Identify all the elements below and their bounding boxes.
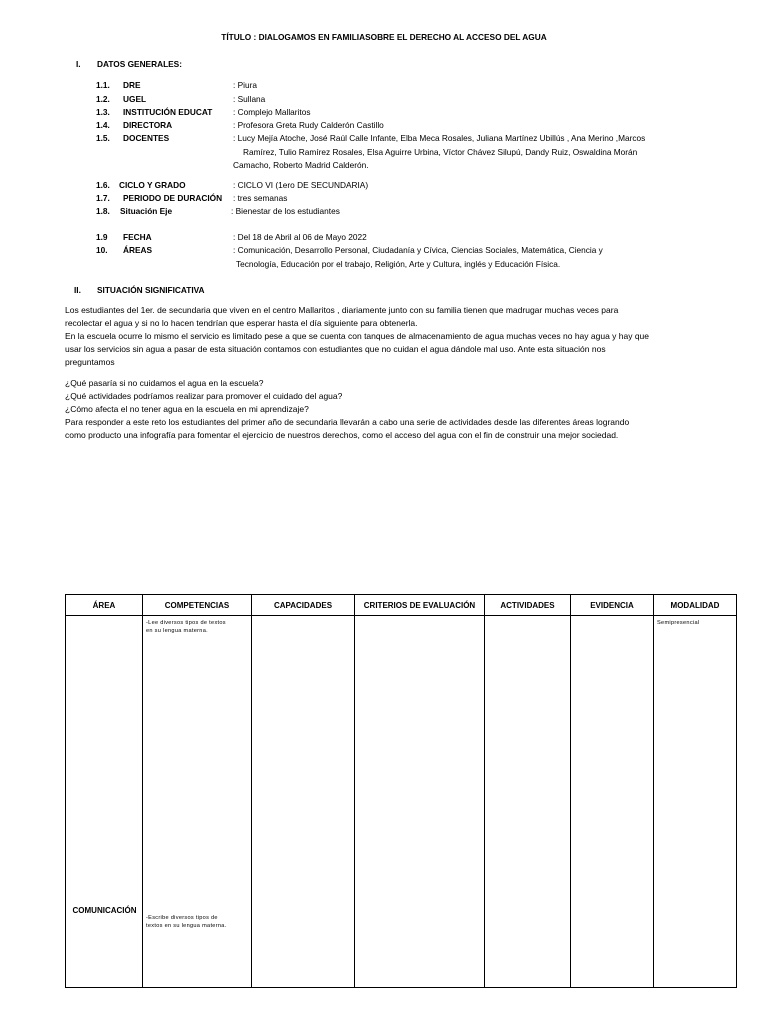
row-value: : CICLO VI (1ero DE SECUNDARIA)	[233, 180, 369, 190]
paragraph-line: Los estudiantes del 1er. de secundaria que viven en el centro Mallaritos , diariamente junto con su familia tienen que madrugar muchas veces para	[65, 305, 619, 315]
row-label: ÁREAS	[123, 245, 153, 255]
competencia-line: textos en su lengua materna.	[146, 923, 227, 929]
row-number: 1.3.	[96, 107, 110, 117]
row-number: 1.1.	[96, 80, 110, 90]
row-value-line: Tecnología, Educación por el trabajo, Religión, Arte y Cultura, inglés y Educación Física.	[236, 259, 561, 269]
section-1-number: I.	[76, 59, 81, 69]
cell-modalidad	[654, 616, 737, 988]
row-number: 1.5.	[96, 133, 110, 143]
competencia-1	[143, 616, 251, 635]
general-data-list	[0, 79, 768, 279]
question-line: ¿Cómo afecta el no tener agua en la escuela en mi aprendizaje?	[65, 404, 309, 414]
row-number: 1.9	[96, 232, 108, 242]
paragraph-line: preguntamos	[65, 357, 115, 367]
modalidad-value: Semipresencial	[657, 620, 700, 626]
planning-table	[65, 594, 737, 988]
competencia-2	[143, 911, 230, 930]
row-number: 1.7.	[96, 193, 110, 203]
section-2-number: II.	[74, 285, 81, 295]
row-value-line: Camacho, Roberto Madrid Calderón.	[233, 160, 369, 170]
row-number: 10.	[96, 245, 108, 255]
row-value: : Bienestar de los estudiantes	[231, 206, 340, 216]
table-row	[66, 616, 737, 988]
row-label: FECHA	[123, 232, 152, 242]
row-number: 1.8.	[96, 206, 110, 216]
table-header-row	[66, 595, 737, 616]
row-value: : Del 18 de Abril al 06 de Mayo 2022	[233, 232, 367, 242]
paragraph-line: usar los servicios sin agua a pasar de esta situación contamos con estudiantes que no cuidan el agua dándole mal uso. Ante esta situación nos	[65, 344, 606, 354]
header-actividades: ACTIVIDADES	[485, 595, 571, 616]
paragraph-line: recolectar el agua y si no lo hacen tendrían que esperar hasta el día siguiente para obtenerla.	[65, 318, 418, 328]
cell-criterios	[355, 616, 485, 988]
cell-actividades	[485, 616, 571, 988]
paragraph-line: Para responder a este reto los estudiantes del primer año de secundaria llevarán a cabo una serie de actividades desde las diferentes áreas logrando	[65, 417, 630, 427]
row-label: INSTITUCIÓN EDUCAT	[123, 107, 213, 117]
row-label: UGEL	[123, 94, 147, 104]
header-capacidades: CAPACIDADES	[252, 595, 355, 616]
cell-evidencia	[571, 616, 654, 988]
row-value: : Sullana	[233, 94, 266, 104]
row-number: 1.4.	[96, 120, 110, 130]
header-modalidad: MODALIDAD	[654, 595, 737, 616]
row-value-line: Ramírez, Tulio Ramírez Rosales, Elsa Aguirre Urbina, Víctor Chávez Silupú, Dandy Ruiz, Oswaldina Morán	[243, 147, 638, 157]
situation-paragraph	[65, 304, 705, 369]
row-label: PERIODO DE DURACIÓN	[123, 193, 223, 203]
row-label: DIRECTORA	[123, 120, 173, 130]
cell-capacidades	[252, 616, 355, 988]
row-value-line: : Comunicación, Desarrollo Personal, Ciudadanía y Cívica, Ciencias Sociales, Matemática, Ciencia y	[233, 245, 603, 255]
cell-area	[66, 616, 143, 988]
header-area: ÁREA	[66, 595, 143, 616]
row-value-line: : Lucy Mejía Atoche, José Raúl Calle Infante, Elba Meca Rosales, Juliana Martínez Ubillús , Ana Merino ,Marcos	[233, 133, 646, 143]
row-number: 1.2.	[96, 94, 110, 104]
row-label: Situación Eje	[120, 206, 173, 216]
section-1-heading: DATOS GENERALES:	[97, 59, 182, 69]
paragraph-line: como producto una infografía para fomentar el ejercicio de nuestros derechos, como el acceso del agua con el fin de construir una mejor sociedad.	[65, 430, 619, 440]
area-label: COMUNICACIÓN	[72, 906, 137, 915]
document-title: TÍTULO : DIALOGAMOS EN FAMILIASOBRE EL DERECHO AL ACCESO DEL AGUA	[221, 32, 547, 42]
cell-competencias	[143, 616, 252, 988]
row-value: : Complejo Mallaritos	[233, 107, 311, 117]
question-line: ¿Qué actividades podríamos realizar para promover el cuidado del agua?	[65, 391, 343, 401]
competencia-line: en su lengua materna.	[146, 628, 208, 634]
section-2-heading: SITUACIÓN SIGNIFICATIVA	[97, 285, 205, 295]
row-value: : Piura	[233, 80, 257, 90]
paragraph-line: En la escuela ocurre lo mismo el servicio es limitado pese a que se cuenta con tanques de almacenamiento de agua muchas veces no hay agua y hay que	[65, 331, 650, 341]
row-value: : tres semanas	[233, 193, 288, 203]
question-line: ¿Qué pasaría si no cuidamos el agua en la escuela?	[65, 378, 264, 388]
competencia-line: -Lee diversos tipos de textos	[146, 620, 226, 626]
row-label: DRE	[123, 80, 141, 90]
header-evidencia: EVIDENCIA	[571, 595, 654, 616]
competencia-line: -Escribe diversos tipos de	[146, 915, 218, 921]
row-label: CICLO Y GRADO	[119, 180, 186, 190]
questions-paragraph	[65, 377, 705, 442]
row-number: 1.6.	[96, 180, 110, 190]
header-competencias: COMPETENCIAS	[143, 595, 252, 616]
row-value: : Profesora Greta Rudy Calderón Castillo	[233, 120, 384, 130]
header-criterios: CRITERIOS DE EVALUACIÓN	[355, 595, 485, 616]
row-label: DOCENTES	[123, 133, 170, 143]
